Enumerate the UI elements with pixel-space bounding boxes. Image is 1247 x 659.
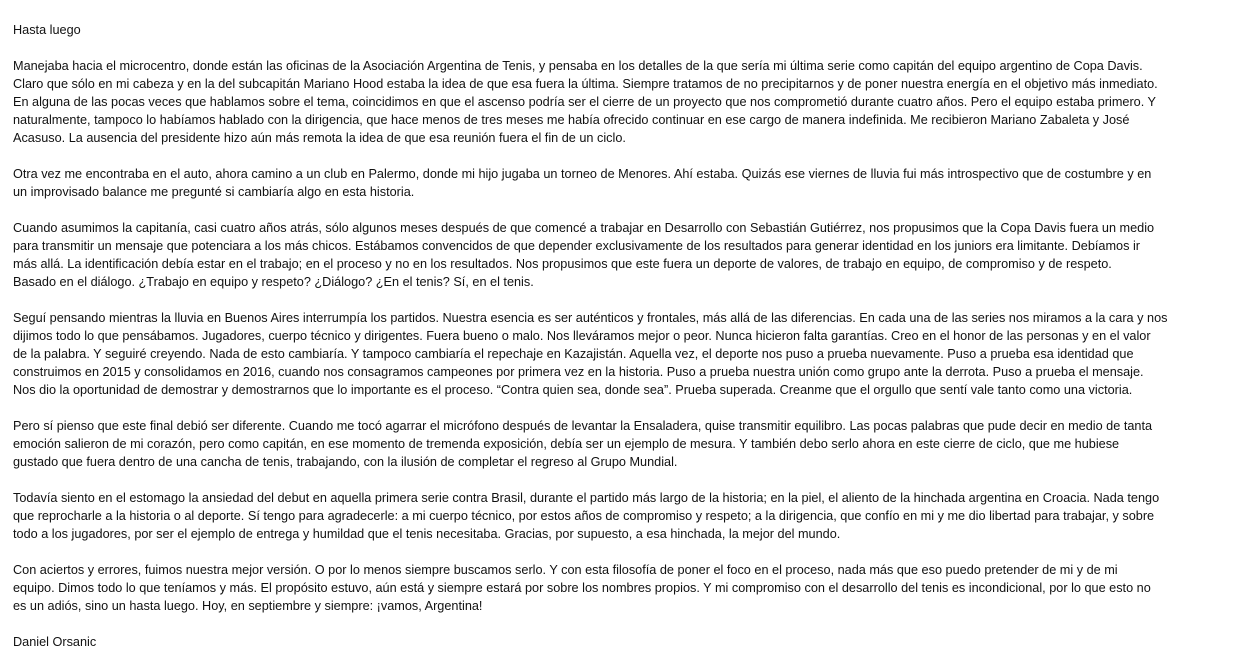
text-line: gustado que fuera dentro de una cancha de tenis, trabajando, con la ilusión de completar el regreso al Grupo Mundial. [13,455,678,469]
paragraph [13,165,1167,201]
document-title: Hasta luego [13,23,81,37]
text-line: un improvisado balance me pregunté si cambiaría algo en esta historia. [13,185,415,199]
text-line: construimos en 2015 y consolidamos en 2016, cuando nos consagramos campeones por primera vez en la historia. Puso a prueba nuestra unión como grupo ante la derrota. Puso a prueba el mensaje. [13,365,1144,379]
text-line: Seguí pensando mientras la lluvia en Buenos Aires interrumpía los partidos. Nuestra esencia es ser auténticos y frontales, más allá de las diferencias. En cada una de las series nos miramos a la cara y nos [13,311,1168,325]
text-line: para transmitir un mensaje que potenciara a los más chicos. Estábamos convencidos de que depender exclusivamente de los resultados para generar identidad en los juniors era limitante. Debíamos ir [13,239,1140,253]
text-line: Acasuso. La ausencia del presidente hizo aún más remota la idea de que esa reunión fuera el fin de un ciclo. [13,131,626,145]
text-line: más allá. La identificación debía estar en el trabajo; en el proceso y no en los resultados. Nos propusimos que este fuera un deporte de valores, de trabajo en equipo, de compromiso y de respeto. [13,257,1112,271]
text-line: Claro que sólo en mi cabeza y en la del subcapitán Mariano Hood estaba la idea de que esa fuera la última. Siempre tratamos de no precipitarnos y de poner nuestra energía en el objetivo más inmediato. [13,77,1158,91]
text-line: Otra vez me encontraba en el auto, ahora camino a un club en Palermo, donde mi hijo jugaba un torneo de Menores. Ahí estaba. Quizás ese viernes de lluvia fui más introspectivo que de costumbre y en [13,167,1152,181]
paragraph [13,57,1167,147]
paragraph [13,561,1167,615]
text-line: de la palabra. Y seguiré creyendo. Nada de esto cambiaría. Y tampoco cambiaría el repechaje en Kazajistán. Aquella vez, el deporte nos puso a prueba nuevamente. Puso a prueba esa identidad que [13,347,1134,361]
document-body [13,21,1167,651]
text-line: todo a los jugadores, por ser el ejemplo de entrega y humildad que el tenis necesitaba. Gracias, por supuesto, a esa hinchada, la mejor del mundo. [13,527,841,541]
text-line: equipo. Dimos todo lo que teníamos y más. El propósito estuvo, aún está y siempre estará por sobre los nombres propios. Y mi compromiso con el desarrollo del tenis es incondicional, por lo que esto no [13,581,1151,595]
text-line: es un adiós, sino un hasta luego. Hoy, en septiembre y siempre: ¡vamos, Argentina! [13,599,483,613]
text-line: Manejaba hacia el microcentro, donde están las oficinas de la Asociación Argentina de Tenis, y pensaba en los detalles de la que sería mi última serie como capitán del equipo argentino de Copa Davis. [13,59,1143,73]
text-line: emoción salieron de mi corazón, pero como capitán, en ese momento de tremenda exposición, debía ser un ejemplo de mesura. Y también debo serlo ahora en este cierre de ciclo, que me hubiese [13,437,1120,451]
text-line: En alguna de las pocas veces que hablamos sobre el tema, coincidimos en que el ascenso podría ser el cierre de un proyecto que nos comprometió durante cuatro años. Pero el equipo estaba primero. Y [13,95,1157,109]
paragraph [13,219,1167,291]
paragraph [13,309,1167,399]
text-line: Todavía siento en el estomago la ansiedad del debut en aquella primera serie contra Brasil, durante el partido más largo de la historia; en la piel, el aliento de la hinchada argentina en Croacia. Nada tengo [13,491,1160,505]
text-line: Cuando asumimos la capitanía, casi cuatro años atrás, sólo algunos meses después de que comencé a trabajar en Desarrollo con Sebastián Gutiérrez, nos propusimos que la Copa Davis fuera un medio [13,221,1155,235]
paragraph [13,489,1167,543]
text-line: Basado en el diálogo. ¿Trabajo en equipo y respeto? ¿Diálogo? ¿En el tenis? Sí, en el tenis. [13,275,534,289]
signature: Daniel Orsanic [13,635,97,649]
paragraph [13,417,1167,471]
text-line: que reprocharle a la historia o al deporte. Sí tengo para agradecerle: a mi cuerpo técnico, por estos años de compromiso y respeto; a la dirigencia, que confío en mi y me dio libertad para trabajar, y sobre [13,509,1155,523]
text-line: naturalmente, tampoco lo habíamos hablado con la dirigencia, que hace menos de tres meses me había ofrecido continuar en ese cargo de manera indefinida. Me recibieron Mariano Zabaleta y José [13,113,1130,127]
text-line: dijimos todo lo que pensábamos. Jugadores, cuerpo técnico y dirigentes. Fuera bueno o malo. Nos lleváramos mejor o peor. Nunca hicieron falta garantías. Creo en el honor de las personas y en el valor [13,329,1151,343]
text-line: Pero sí pienso que este final debió ser diferente. Cuando me tocó agarrar el micrófono después de levantar la Ensaladera, quise transmitir equilibro. Las pocas palabras que pude decir en medio de tanta [13,419,1153,433]
paragraphs [13,57,1167,615]
text-line: Nos dio la oportunidad de demostrar y demostrarnos que lo importante es el proceso. “Contra quien sea, donde sea”. Prueba superada. Creanme que el orgullo que sentí vale tanto como una victoria. [13,383,1133,397]
text-line: Con aciertos y errores, fuimos nuestra mejor versión. O por lo menos siempre buscamos serlo. Y con esta filosofía de poner el foco en el proceso, nada más que eso puedo pretender de mi y de mi [13,563,1118,577]
